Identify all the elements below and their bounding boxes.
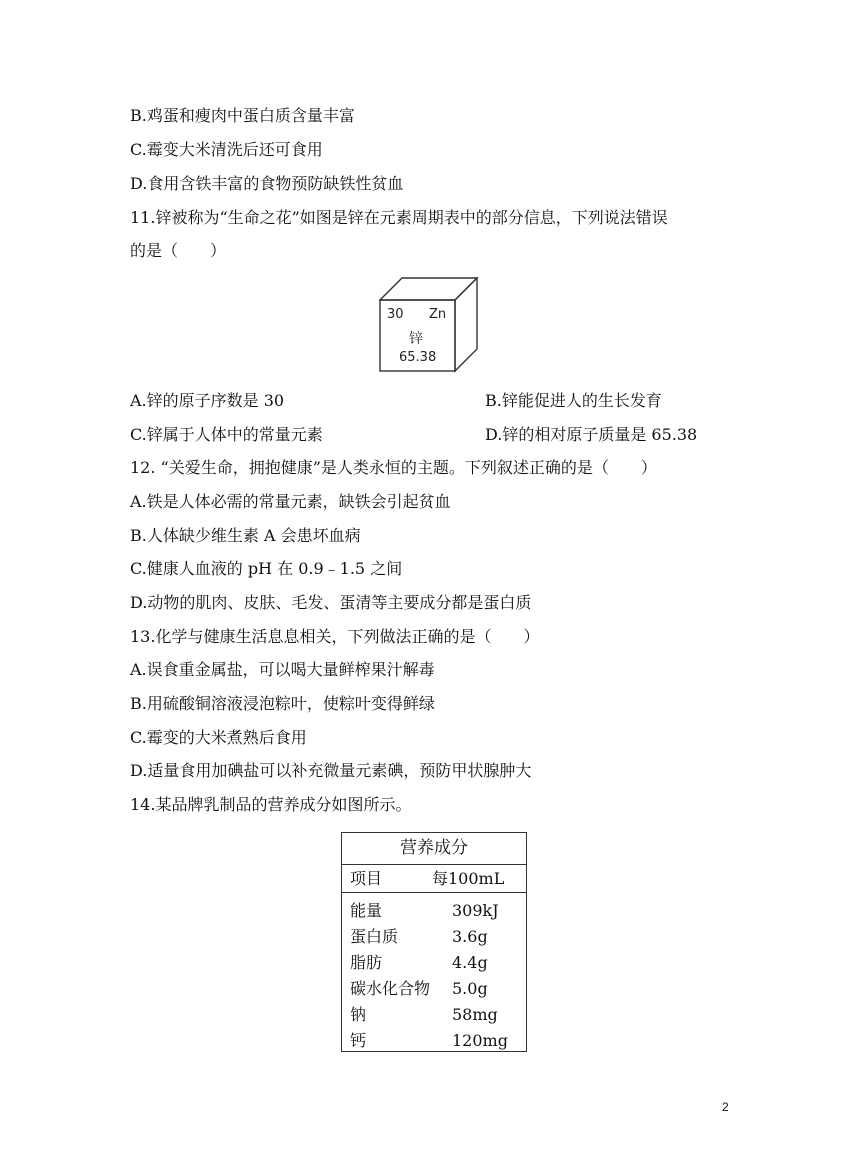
nutrient-value: 120mg [452,1031,508,1050]
q13-option-a: A.误食重金属盐，可以喝大量鲜榨果汁解毒 [130,660,435,679]
element-symbol: Zn [429,307,447,322]
nutrition-row [342,898,526,924]
column-item-header: 项目 [350,869,383,888]
nutrient-name: 脂肪 [350,953,383,972]
page-number: 2 [722,1100,729,1114]
column-per-header: 每100mL [432,869,505,888]
q11-option-a: A.锌的原子序数是 30 [130,391,285,410]
q12-option-a: A.铁是人体必需的常量元素，缺铁会引起贫血 [130,492,451,511]
nutrition-row [342,1028,526,1054]
q13-option-d: D.适量食用加碘盐可以补充微量元素碘，预防甲状腺肿大 [130,761,532,780]
q13-option-b: B.用硫酸铜溶液浸泡粽叶，使粽叶变得鲜绿 [130,694,435,713]
nutrient-value: 4.4g [452,953,488,972]
nutrition-row [342,950,526,976]
nutrient-name: 钙 [350,1031,367,1050]
atomic-number: 30 [387,307,404,322]
q10-option-c: C.霉变大米清洗后还可食用 [130,140,323,159]
q14-stem: 14.某品牌乳制品的营养成分如图所示。 [130,795,412,814]
nutrition-row [342,924,526,950]
q12-option-b: B.人体缺少维生素 A 会患坏血病 [130,526,361,545]
nutrient-name: 钠 [350,1005,367,1024]
nutrition-table [341,832,527,1052]
zinc-element-card [379,277,479,373]
q11-option-b: B.锌能促进人的生长发育 [485,391,662,410]
nutrient-value: 309kJ [452,901,499,920]
q11-option-d: D.锌的相对原子质量是 65.38 [485,425,698,444]
atomic-mass: 65.38 [399,350,437,365]
nutrient-name: 蛋白质 [350,927,399,946]
nutrient-name: 碳水化合物 [350,979,431,998]
nutrient-value: 3.6g [452,927,488,946]
q12-stem: 12. “关爱生命，拥抱健康”是人类永恒的主题。下列叙述正确的是（ ） [130,458,657,477]
q13-stem: 13.化学与健康生活息息相关，下列做法正确的是（ ） [130,627,540,646]
nutrient-value: 58mg [452,1005,498,1024]
nutrition-header-row [342,865,526,893]
q12-option-d: D.动物的肌肉、皮肤、毛发、蛋清等主要成分都是蛋白质 [130,593,532,612]
q10-option-b: B.鸡蛋和瘦肉中蛋白质含量丰富 [130,106,355,125]
q11-stem-cont: 的是（ ） [130,241,227,260]
nutrient-value: 5.0g [452,979,488,998]
nutrition-row [342,1002,526,1028]
nutrition-title: 营养成分 [342,833,526,865]
q11-stem: 11.锌被称为“生命之花”如图是锌在元素周期表中的部分信息，下列说法错误 [130,208,668,227]
q11-option-c: C.锌属于人体中的常量元素 [130,425,323,444]
element-name: 锌 [409,331,423,347]
nutrition-row [342,976,526,1002]
q12-option-c: C.健康人血液的 pH 在 0.9﹣1.5 之间 [130,559,403,578]
nutrient-name: 能量 [350,901,383,920]
q13-option-c: C.霉变的大米煮熟后食用 [130,728,307,747]
q10-option-d: D.食用含铁丰富的食物预防缺铁性贫血 [130,174,404,193]
